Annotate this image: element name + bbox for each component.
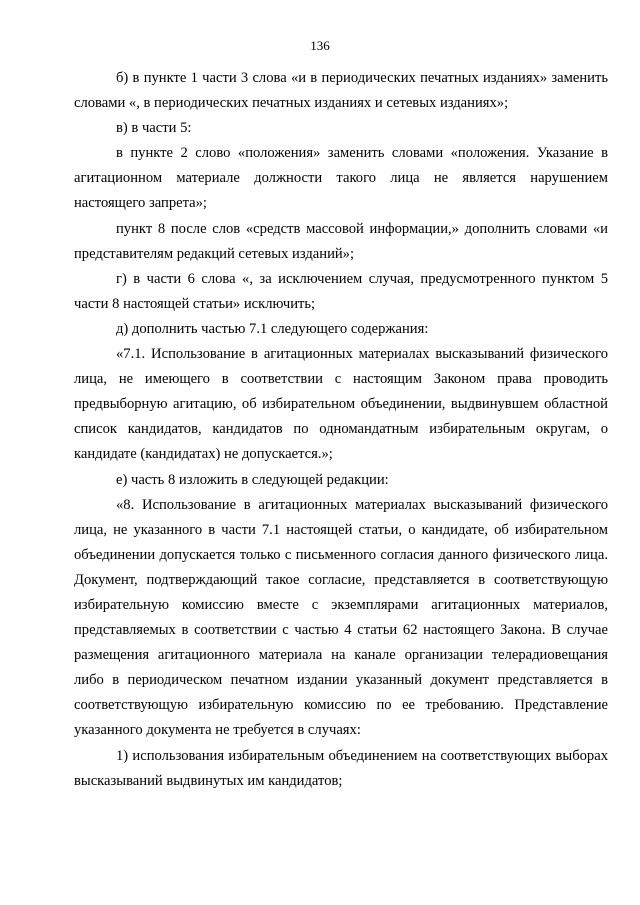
paragraph-item-d: д) дополнить частью 7.1 следующего содержания: — [116, 320, 429, 337]
paragraph-item-v: в) в части 5: — [116, 120, 192, 137]
paragraph-case-1: 1) использования избирательным объединением на соответствующих выборах высказываний выдвинутых им кандидатов; — [74, 747, 608, 789]
paragraph-part-8: «8. Использование в агитационных материалах высказываний физического лица, не указанного в части 7.1 настоящей статьи, о кандидате, об избирательном объединении допускается только с письменного согласия данного физического лица. Документ, подтверждающий такое согласие, представляется в соответствующую избирательную комиссию вместе с экземплярами агитационных материалов, представляемых в соответствии с частью 4 статьи 62 настоящего Закона. В случае размещения агитационного материала на канале организации телерадиовещания либо в периодическом печатном издании указанный документ представляется в соответствующую избирательную комиссию по ее требованию. Представление указанного документа не требуется в случаях: — [74, 496, 608, 739]
page-number: 136 — [310, 38, 330, 53]
paragraph-point-2: в пункте 2 слово «положения» заменить словами «положения. Указание в агитационном материале должности такого лица не является нарушением настоящего запрета»; — [74, 145, 608, 212]
document-body — [74, 66, 608, 794]
paragraph-item-b: б) в пункте 1 части 3 слова «и в периодических печатных изданиях» заменить словами «, в периодических печатных изданиях и сетевых изданиях»; — [74, 70, 608, 112]
paragraph-part-7-1: «7.1. Использование в агитационных материалах высказываний физического лица, не имеющего в соответствии с настоящим Законом права проводить предвыборную агитацию, об избирательном объединении, выдвинувшем областной список кандидатов, кандидатов по одномандатным избирательным округам, о кандидате (кандидатах) не допускается.»; — [74, 346, 608, 463]
paragraph-item-g: г) в части 6 слова «, за исключением случая, предусмотренного пунктом 5 части 8 настоящей статьи» исключить; — [74, 270, 608, 312]
paragraph-item-e: е) часть 8 изложить в следующей редакции: — [116, 471, 389, 488]
paragraph-point-8: пункт 8 после слов «средств массовой информации,» дополнить словами «и представителям редакций сетевых изданий»; — [74, 220, 608, 262]
